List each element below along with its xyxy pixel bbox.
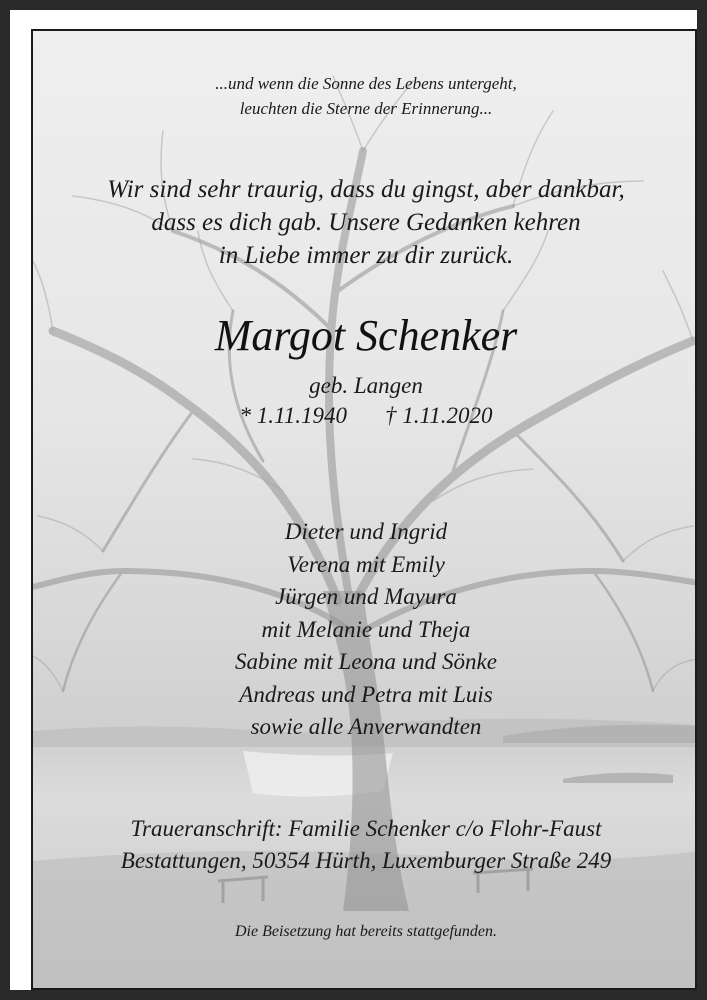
address-line-2: Bestattungen, 50354 Hürth, Luxemburger Straße 249: [120, 848, 612, 873]
intro-line-1: Wir sind sehr traurig, dass du gingst, aber dankbar,: [107, 176, 625, 203]
motto-line-2: leuchten die Sterne der Erinnerung...: [239, 99, 493, 118]
mourner-line: mit Melanie und Theja: [261, 616, 471, 642]
mourners-list: [33, 516, 697, 744]
address-line-1: Traueranschrift: Familie Schenker c/o Flohr-Faust: [130, 816, 602, 841]
intro-line-2: dass es dich gab. Unsere Gedanken kehren: [151, 209, 581, 236]
death-date: † 1.11.2020: [385, 403, 493, 428]
mourner-line: Verena mit Emily: [287, 551, 445, 577]
life-dates: [33, 401, 697, 431]
intro-line-3: in Liebe immer zu dir zurück.: [218, 242, 514, 269]
birth-name: geb. Langen: [309, 373, 423, 398]
deceased-name: Margot Schenker: [214, 311, 518, 360]
mourner-line: Andreas und Petra mit Luis: [239, 681, 493, 707]
mourner-line: sowie alle Anverwandten: [250, 714, 482, 739]
obituary-panel: [31, 29, 697, 990]
birth-date: * 1.11.1940: [239, 403, 347, 428]
mourning-address: [33, 813, 697, 877]
mourner-line: Sabine mit Leona und Sönke: [235, 649, 497, 674]
motto-line-1: ...und wenn die Sonne des Lebens untergeht,: [215, 74, 517, 93]
mourner-line: Jürgen und Mayura: [275, 584, 457, 609]
motto-quote: [33, 71, 697, 121]
burial-note: Die Beisetzung hat bereits stattgefunden.: [234, 923, 498, 940]
mourner-line: Dieter und Ingrid: [284, 519, 448, 544]
intro-text: [33, 173, 697, 272]
